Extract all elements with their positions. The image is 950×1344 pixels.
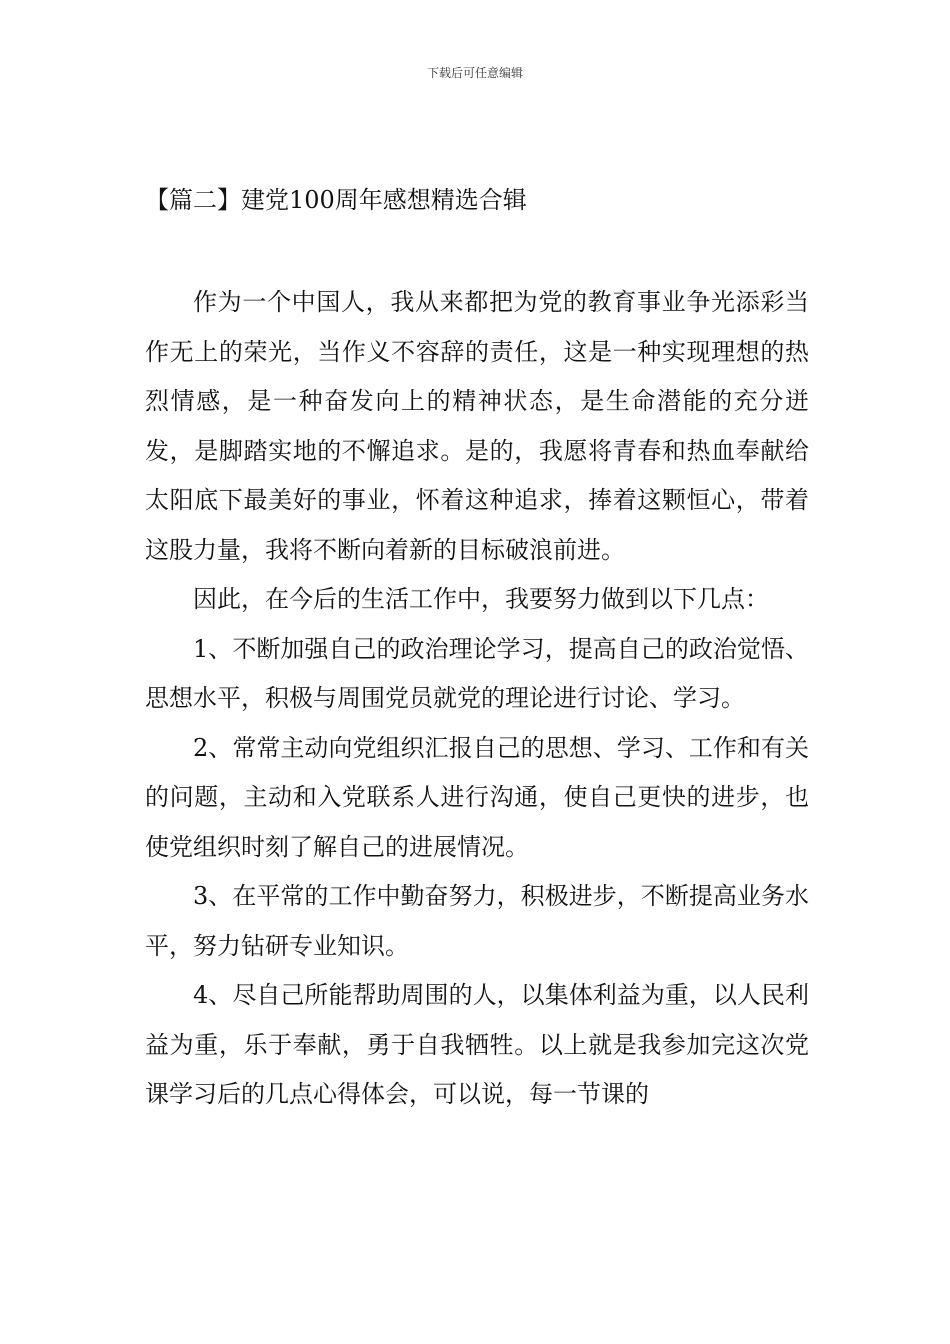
paragraph: 3、在平常的工作中勤奋努力，积极进步，不断提高业务水平，努力钻研专业知识。 bbox=[145, 882, 809, 960]
document-title: 【篇二】建党100周年感想精选合辑 bbox=[145, 186, 527, 214]
header-note: 下载后可任意编辑 bbox=[426, 66, 523, 80]
paragraph: 作为一个中国人，我从来都把为党的教育事业争光添彩当作无上的荣光，当作义不容辞的责任，这是一种实现理想的热烈情感，是一种奋发向上的精神状态，是生命潜能的充分迸发，是脚踏实地的不懈追求。是的，我愿将青春和热血奉献给太阳底下最美好的事业，怀着这种追求，捧着这颗恒心，带着这股力量，我将不断向着新的目标破浪前进。 bbox=[145, 288, 809, 564]
paragraph: 1、不断加强自己的政治理论学习，提高自己的政治觉悟、思想水平，积极与周围党员就党的理论进行讨论、学习。 bbox=[145, 634, 809, 712]
paragraph: 因此，在今后的生活工作中，我要努力做到以下几点： bbox=[193, 585, 769, 613]
paragraph: 2、常常主动向党组织汇报自己的思想、学习、工作和有关的问题，主动和入党联系人进行沟通，使自己更快的进步，也使党组织时刻了解自己的进展情况。 bbox=[145, 733, 809, 861]
paragraph: 4、尽自己所能帮助周围的人，以集体利益为重，以人民利益为重，乐于奉献，勇于自我牺牲。以上就是我参加完这次党课学习后的几点心得体会，可以说，每一节课的 bbox=[145, 981, 809, 1108]
document-body bbox=[145, 278, 809, 1120]
